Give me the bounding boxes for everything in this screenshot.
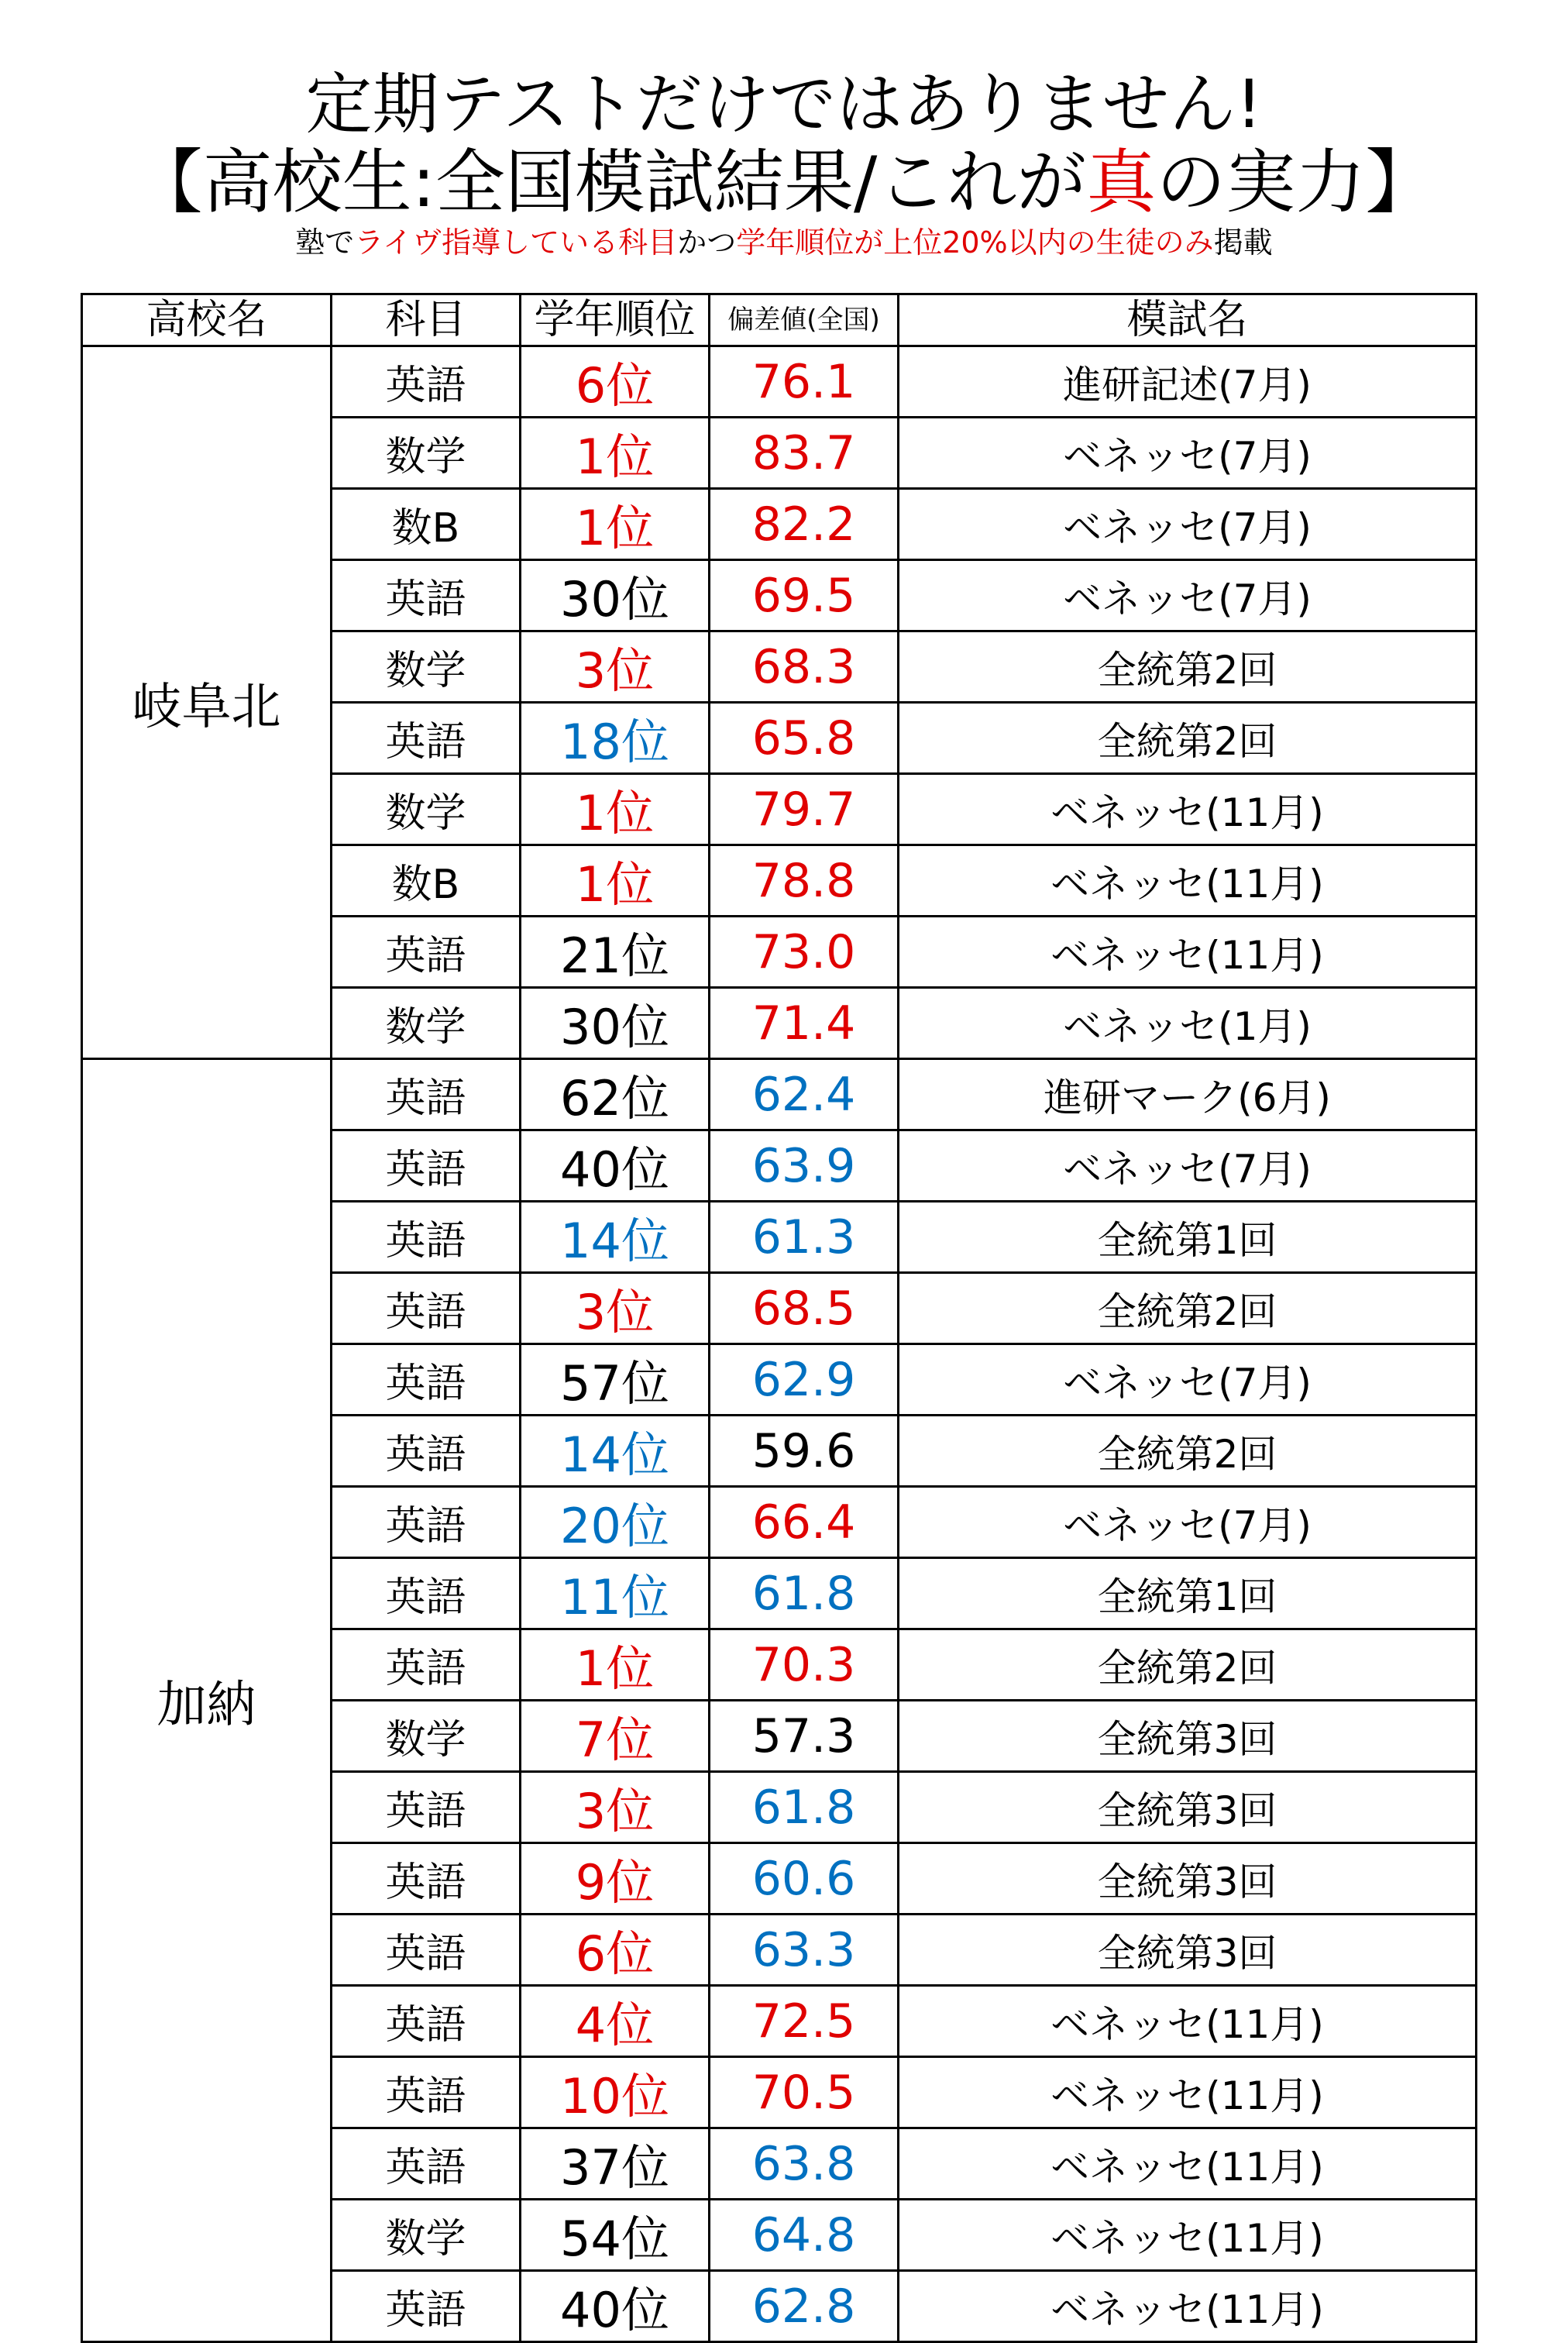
subject-cell: 数学 bbox=[332, 631, 521, 703]
subtitle bbox=[0, 223, 1568, 262]
deviation-cell: 78.8 bbox=[710, 845, 899, 917]
exam-name-cell: ベネッセ(7月) bbox=[899, 1344, 1477, 1416]
exam-name-cell: 全統第2回 bbox=[899, 703, 1477, 774]
rank-cell: 57位 bbox=[521, 1344, 710, 1416]
rank-cell: 37位 bbox=[521, 2128, 710, 2200]
subject-cell: 英語 bbox=[332, 2128, 521, 2200]
deviation-cell: 62.8 bbox=[710, 2271, 899, 2342]
header-subject: 科目 bbox=[332, 294, 521, 346]
subject-cell: 英語 bbox=[332, 917, 521, 988]
deviation-cell: 61.8 bbox=[710, 1772, 899, 1843]
deviation-cell: 73.0 bbox=[710, 917, 899, 988]
rank-cell: 30位 bbox=[521, 560, 710, 631]
rank-cell: 1位 bbox=[521, 774, 710, 845]
deviation-cell: 71.4 bbox=[710, 988, 899, 1059]
subject-cell: 英語 bbox=[332, 1843, 521, 1915]
subject-cell: 英語 bbox=[332, 1629, 521, 1701]
header-rank: 学年順位 bbox=[521, 294, 710, 346]
deviation-cell: 60.6 bbox=[710, 1843, 899, 1915]
table-row bbox=[82, 346, 1477, 418]
header-deviation: 偏差値(全国) bbox=[710, 294, 899, 346]
deviation-cell: 63.3 bbox=[710, 1915, 899, 1986]
exam-name-cell: 全統第3回 bbox=[899, 1915, 1477, 1986]
deviation-cell: 65.8 bbox=[710, 703, 899, 774]
exam-name-cell: ベネッセ(11月) bbox=[899, 2200, 1477, 2271]
subtitle-part-3: かつ bbox=[677, 225, 737, 260]
rank-cell: 18位 bbox=[521, 703, 710, 774]
deviation-cell: 62.9 bbox=[710, 1344, 899, 1416]
exam-name-cell: 全統第2回 bbox=[899, 631, 1477, 703]
deviation-cell: 70.5 bbox=[710, 2057, 899, 2128]
exam-name-cell: ベネッセ(11月) bbox=[899, 2128, 1477, 2200]
header-exam: 模試名 bbox=[899, 294, 1477, 346]
subject-cell: 英語 bbox=[332, 1487, 521, 1558]
subject-cell: 英語 bbox=[332, 1416, 521, 1487]
subject-cell: 英語 bbox=[332, 1344, 521, 1416]
deviation-cell: 70.3 bbox=[710, 1629, 899, 1701]
rank-cell: 54位 bbox=[521, 2200, 710, 2271]
exam-name-cell: 進研マーク(6月) bbox=[899, 1059, 1477, 1130]
exam-name-cell: ベネッセ(11月) bbox=[899, 2057, 1477, 2128]
heading-highlight: 真 bbox=[1086, 142, 1157, 223]
exam-name-cell: 全統第2回 bbox=[899, 1629, 1477, 1701]
deviation-cell: 68.5 bbox=[710, 1273, 899, 1344]
rank-cell: 3位 bbox=[521, 1772, 710, 1843]
subtitle-part-1: 塾で bbox=[295, 225, 355, 260]
exam-name-cell: ベネッセ(7月) bbox=[899, 1130, 1477, 1202]
exam-name-cell: ベネッセ(7月) bbox=[899, 489, 1477, 560]
subject-cell: 英語 bbox=[332, 1986, 521, 2057]
rank-cell: 3位 bbox=[521, 1273, 710, 1344]
subject-cell: 数B bbox=[332, 489, 521, 560]
rank-cell: 1位 bbox=[521, 845, 710, 917]
deviation-cell: 72.5 bbox=[710, 1986, 899, 2057]
exam-name-cell: ベネッセ(1月) bbox=[899, 988, 1477, 1059]
deviation-cell: 63.9 bbox=[710, 1130, 899, 1202]
rank-cell: 14位 bbox=[521, 1202, 710, 1273]
rank-cell: 6位 bbox=[521, 1915, 710, 1986]
exam-name-cell: ベネッセ(11月) bbox=[899, 774, 1477, 845]
rank-cell: 6位 bbox=[521, 346, 710, 418]
subject-cell: 数学 bbox=[332, 1701, 521, 1772]
school-name: 加納 bbox=[82, 1059, 332, 2342]
deviation-cell: 63.8 bbox=[710, 2128, 899, 2200]
rank-cell: 62位 bbox=[521, 1059, 710, 1130]
deviation-cell: 61.8 bbox=[710, 1558, 899, 1629]
subject-cell: 英語 bbox=[332, 1772, 521, 1843]
results-table bbox=[81, 293, 1477, 2343]
page-title: 定期テストだけではありません! bbox=[305, 66, 1263, 143]
exam-name-cell: ベネッセ(7月) bbox=[899, 1487, 1477, 1558]
subject-cell: 英語 bbox=[332, 2057, 521, 2128]
subject-cell: 英語 bbox=[332, 1202, 521, 1273]
heading-text-before: 【高校生:全国模試結果/これが bbox=[132, 142, 1087, 223]
exam-name-cell: ベネッセ(11月) bbox=[899, 1986, 1477, 2057]
deviation-cell: 68.3 bbox=[710, 631, 899, 703]
subject-cell: 英語 bbox=[332, 346, 521, 418]
subject-cell: 数学 bbox=[332, 988, 521, 1059]
rank-cell: 40位 bbox=[521, 2271, 710, 2342]
exam-name-cell: ベネッセ(7月) bbox=[899, 560, 1477, 631]
rank-cell: 21位 bbox=[521, 917, 710, 988]
rank-cell: 11位 bbox=[521, 1558, 710, 1629]
subject-cell: 数学 bbox=[332, 418, 521, 489]
deviation-cell: 82.2 bbox=[710, 489, 899, 560]
subject-cell: 英語 bbox=[332, 1059, 521, 1130]
table-body bbox=[82, 346, 1477, 2342]
subject-cell: 英語 bbox=[332, 1915, 521, 1986]
subtitle-part-2: ライヴ指導している科目 bbox=[354, 225, 678, 260]
subject-cell: 数学 bbox=[332, 774, 521, 845]
subject-cell: 英語 bbox=[332, 703, 521, 774]
exam-name-cell: ベネッセ(11月) bbox=[899, 917, 1477, 988]
header-row bbox=[82, 294, 1477, 346]
deviation-cell: 79.7 bbox=[710, 774, 899, 845]
exam-name-cell: 全統第3回 bbox=[899, 1701, 1477, 1772]
rank-cell: 30位 bbox=[521, 988, 710, 1059]
exam-name-cell: 全統第2回 bbox=[899, 1416, 1477, 1487]
subject-cell: 英語 bbox=[332, 1558, 521, 1629]
exam-name-cell: 全統第3回 bbox=[899, 1772, 1477, 1843]
rank-cell: 7位 bbox=[521, 1701, 710, 1772]
rank-cell: 3位 bbox=[521, 631, 710, 703]
subtitle-part-4: 学年順位が上位20%以内の生徒のみ bbox=[736, 225, 1214, 260]
exam-name-cell: 全統第3回 bbox=[899, 1843, 1477, 1915]
school-name: 岐阜北 bbox=[82, 346, 332, 1059]
subject-cell: 英語 bbox=[332, 1130, 521, 1202]
exam-name-cell: 全統第2回 bbox=[899, 1273, 1477, 1344]
heading-text-after: の実力】 bbox=[1156, 142, 1436, 223]
subject-cell: 英語 bbox=[332, 2271, 521, 2342]
subject-cell: 英語 bbox=[332, 560, 521, 631]
deviation-cell: 83.7 bbox=[710, 418, 899, 489]
exam-name-cell: 全統第1回 bbox=[899, 1202, 1477, 1273]
deviation-cell: 57.3 bbox=[710, 1701, 899, 1772]
rank-cell: 40位 bbox=[521, 1130, 710, 1202]
rank-cell: 10位 bbox=[521, 2057, 710, 2128]
exam-name-cell: ベネッセ(11月) bbox=[899, 845, 1477, 917]
subject-cell: 数学 bbox=[332, 2200, 521, 2271]
deviation-cell: 66.4 bbox=[710, 1487, 899, 1558]
exam-name-cell: ベネッセ(11月) bbox=[899, 2271, 1477, 2342]
rank-cell: 1位 bbox=[521, 1629, 710, 1701]
exam-name-cell: ベネッセ(7月) bbox=[899, 418, 1477, 489]
deviation-cell: 69.5 bbox=[710, 560, 899, 631]
exam-name-cell: 全統第1回 bbox=[899, 1558, 1477, 1629]
rank-cell: 4位 bbox=[521, 1986, 710, 2057]
subtitle-part-5: 掲載 bbox=[1213, 225, 1273, 260]
rank-cell: 14位 bbox=[521, 1416, 710, 1487]
table-row bbox=[82, 1059, 1477, 1130]
deviation-cell: 59.6 bbox=[710, 1416, 899, 1487]
deviation-cell: 62.4 bbox=[710, 1059, 899, 1130]
rank-cell: 20位 bbox=[521, 1487, 710, 1558]
rank-cell: 9位 bbox=[521, 1843, 710, 1915]
rank-cell: 1位 bbox=[521, 489, 710, 560]
header-school: 高校名 bbox=[82, 294, 332, 346]
page-heading bbox=[0, 138, 1568, 228]
subject-cell: 英語 bbox=[332, 1273, 521, 1344]
deviation-cell: 61.3 bbox=[710, 1202, 899, 1273]
rank-cell: 1位 bbox=[521, 418, 710, 489]
deviation-cell: 64.8 bbox=[710, 2200, 899, 2271]
subject-cell: 数B bbox=[332, 845, 521, 917]
deviation-cell: 76.1 bbox=[710, 346, 899, 418]
exam-name-cell: 進研記述(7月) bbox=[899, 346, 1477, 418]
